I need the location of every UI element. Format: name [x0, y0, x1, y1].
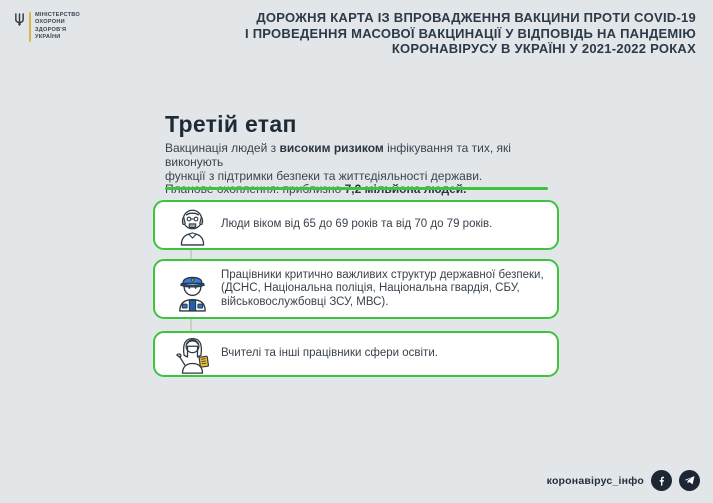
telegram-icon[interactable]: [679, 470, 700, 491]
desc-bold-risk: високим ризиком: [279, 141, 384, 155]
card-text-line: Люди віком від 65 до 69 років та від 70 до 79 років.: [221, 218, 493, 231]
page-title-line: І ПРОВЕДЕННЯ МАСОВОЇ ВАКЦИНАЦІЇ У ВІДПОВІДЬ НА ПАНДЕМІЮ: [244, 25, 696, 41]
teacher-icon: [171, 334, 213, 374]
card-text: [221, 269, 544, 310]
desc-text: функції з підтримки безпеки та життєдіяльності держави.: [165, 168, 483, 183]
card-elderly-people: [153, 200, 559, 250]
desc-text: Вакцинація людей з: [165, 141, 280, 155]
card-text-line: Вчителі та інші працівники сфери освіти.: [221, 347, 438, 360]
card-connector-line: [190, 250, 192, 259]
footer: [547, 470, 700, 491]
card-teachers: [153, 331, 559, 377]
card-text-line: Працівники критично важливих структур державної безпеки,: [221, 268, 544, 281]
trident-icon: [14, 13, 25, 27]
stage-heading: Третій етап: [165, 111, 297, 137]
facebook-icon[interactable]: [651, 470, 672, 491]
page-title-line: КОРОНАВІРУСУ В УКРАЇНІ У 2021-2022 РОКАХ: [391, 41, 696, 56]
ministry-name-line: УКРАЇНИ: [35, 34, 61, 41]
page-title: [245, 10, 696, 57]
ministry-name-line: МІНІСТЕРСТВО: [35, 12, 81, 18]
ministry-name-line: ОХОРОНИ: [35, 19, 65, 26]
card-text: [221, 218, 492, 232]
desc-text: інфікування та тих, які виконують: [165, 141, 511, 169]
card-security-workers: [153, 259, 559, 319]
logo-divider-bar: [29, 12, 31, 42]
card-text-line: військовослужбовці ЗСУ, МВС).: [221, 295, 389, 308]
card-text: [221, 347, 438, 361]
green-divider-line: [165, 187, 548, 190]
social-handle: коронавірус_інфо: [546, 474, 644, 487]
ministry-logo: [14, 12, 80, 42]
ministry-name: [35, 12, 80, 42]
police-officer-icon: [171, 267, 213, 312]
elderly-man-icon: [171, 205, 213, 246]
card-text-line: (ДСНС, Національна поліція, Національна гвардія, СБУ,: [221, 282, 520, 295]
card-connector-line: [190, 319, 192, 331]
page-title-line: ДОРОЖНЯ КАРТА ІЗ ВПРОВАДЖЕННЯ ВАКЦИНИ ПРОТИ COVID-19: [256, 10, 696, 25]
ministry-name-line: ЗДОРОВ'Я: [35, 26, 67, 33]
